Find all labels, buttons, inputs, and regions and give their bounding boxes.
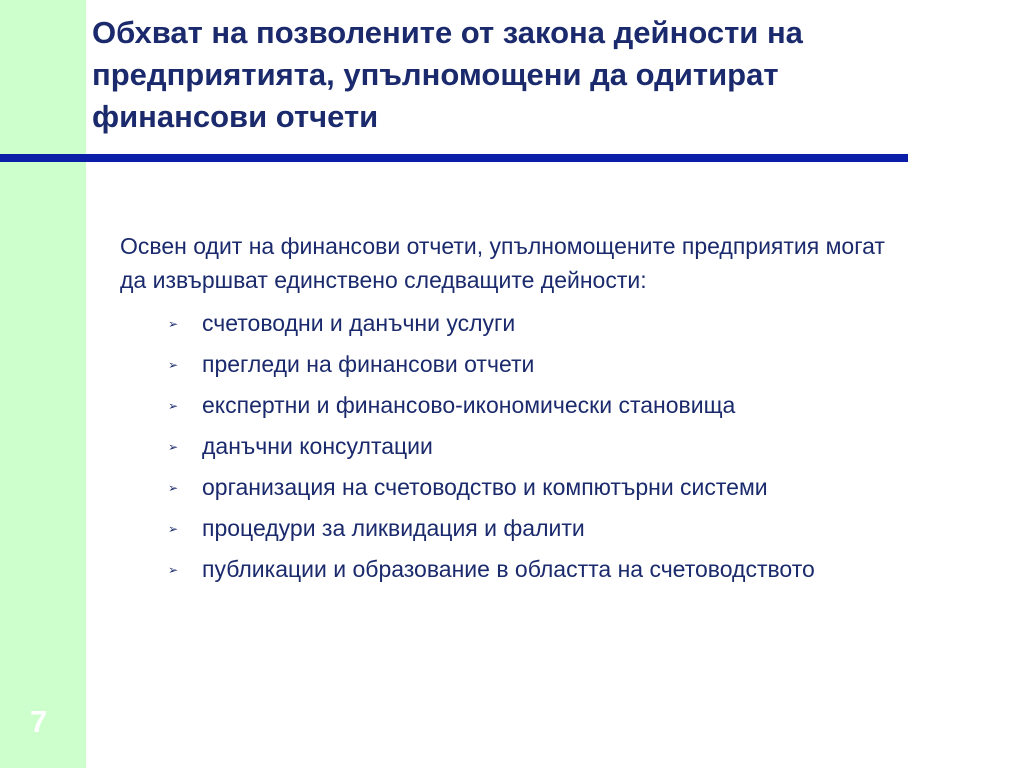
list-item [168,344,980,385]
list-item [168,303,980,344]
arrowhead-bullet-icon: ➢ [168,398,179,413]
list-item [168,385,980,426]
list-item-text: процедури за ликвидация и фалити [202,515,585,541]
slide-number: 7 [30,704,48,739]
title-divider [0,154,908,162]
list-item-text: данъчни консултации [202,433,433,459]
left-accent-band [0,0,86,768]
list-item [168,467,980,508]
arrowhead-bullet-icon: ➢ [168,521,179,536]
slide-title: Обхват на позволените от закона дейности на предприятията, упълномощени да одитират финансови отчети [92,15,803,134]
list-item [168,549,980,590]
list-item-text: прегледи на финансови отчети [202,351,535,377]
list-item-text: експертни и финансово-икономически становища [202,392,736,418]
activity-list [120,303,980,590]
arrowhead-bullet-icon: ➢ [168,316,179,331]
list-item [168,426,980,467]
intro-text: Освен одит на финансови отчети, упълномощените предприятия могат да извършват единствено следващите дейности: [120,233,885,293]
list-item [168,508,980,549]
list-item-text: организация на счетоводство и компютърни системи [202,474,768,500]
arrowhead-bullet-icon: ➢ [168,439,179,454]
list-item-text: счетоводни и данъчни услуги [202,310,516,336]
arrowhead-bullet-icon: ➢ [168,480,179,495]
slide-body [120,229,980,590]
arrowhead-bullet-icon: ➢ [168,562,179,577]
arrowhead-bullet-icon: ➢ [168,357,179,372]
list-item-text: публикации и образование в областта на счетоводството [202,556,815,582]
